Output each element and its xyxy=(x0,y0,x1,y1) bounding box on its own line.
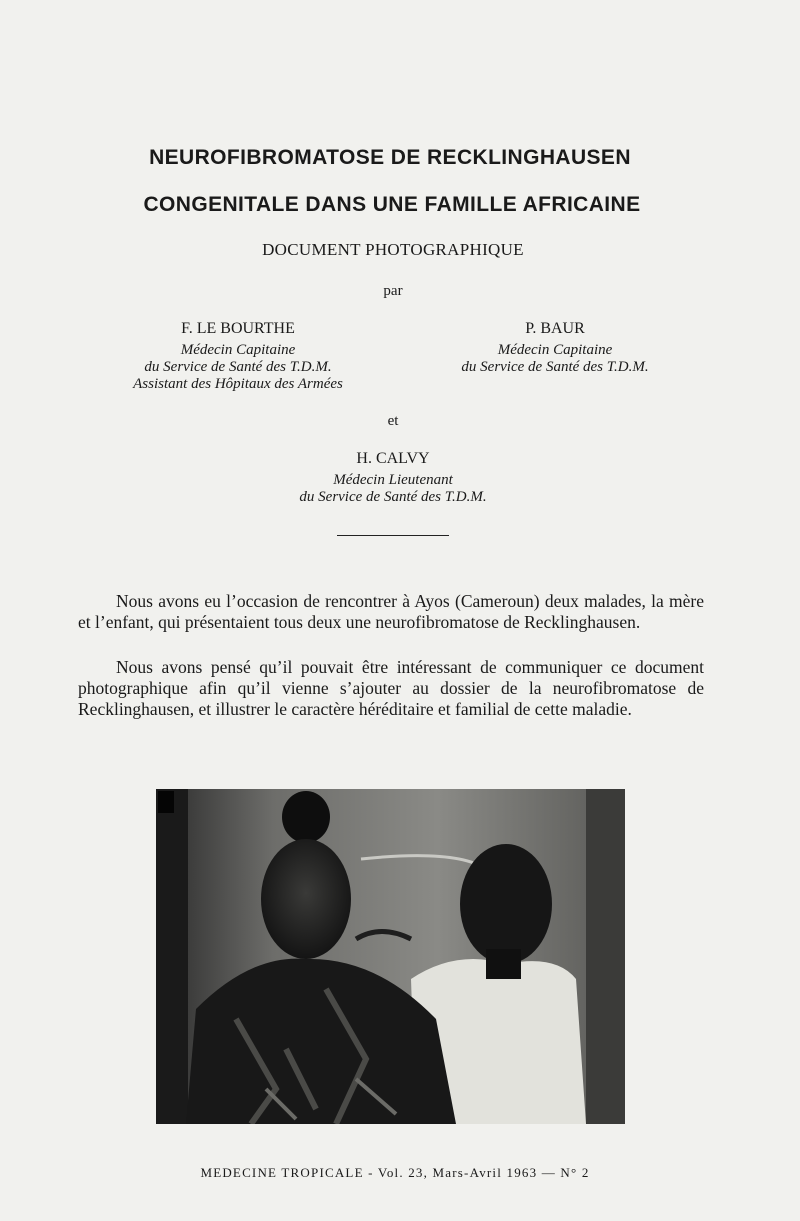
article-title-line-1: NEUROFIBROMATOSE DE RECKLINGHAUSEN xyxy=(149,146,631,169)
author-name: H. CALVY xyxy=(356,450,430,467)
author-name: P. BAUR xyxy=(525,320,585,337)
patient-photograph xyxy=(156,789,625,1124)
author-role-line: Assistant des Hôpitaux des Armées xyxy=(133,376,343,392)
body-paragraph-1: Nous avons eu l’occasion de rencontrer à Ayos (Cameroun) deux malades, la mère et l’enfant, qui présentaient tous deux une neurofibromatose de Recklinghausen. xyxy=(78,591,704,632)
photograph-illustration xyxy=(156,789,625,1124)
author-role-line: du Service de Santé des T.D.M. xyxy=(299,489,487,505)
byline-par: par xyxy=(383,283,403,299)
author-block-baur xyxy=(420,320,690,376)
author-role-line: Médecin Capitaine xyxy=(180,342,296,358)
author-role-line: du Service de Santé des T.D.M. xyxy=(461,359,649,375)
separator-rule xyxy=(337,535,449,536)
author-block-calvy xyxy=(250,450,536,506)
author-block-le-bourthe xyxy=(100,320,376,393)
body-paragraph-2: Nous avons pensé qu’il pouvait être intéressant de communiquer ce document photographique afin qu’il vienne s’ajouter au dossier de la neurofibromatose de Recklinghausen, et illustrer le caractère héréditaire et familial de cette maladie. xyxy=(78,657,704,719)
author-role-line: du Service de Santé des T.D.M. xyxy=(144,359,332,375)
author-name: F. LE BOURTHE xyxy=(181,320,295,337)
journal-footer: MEDECINE TROPICALE - Vol. 23, Mars-Avril 1963 — N° 2 xyxy=(200,1165,590,1180)
article-subtitle: DOCUMENT PHOTOGRAPHIQUE xyxy=(262,240,524,259)
article-title-line-2: CONGENITALE DANS UNE FAMILLE AFRICAINE xyxy=(143,193,641,216)
author-role-line: Médecin Capitaine xyxy=(497,342,613,358)
conjunction-et: et xyxy=(387,413,399,429)
author-role-line: Médecin Lieutenant xyxy=(333,472,453,488)
